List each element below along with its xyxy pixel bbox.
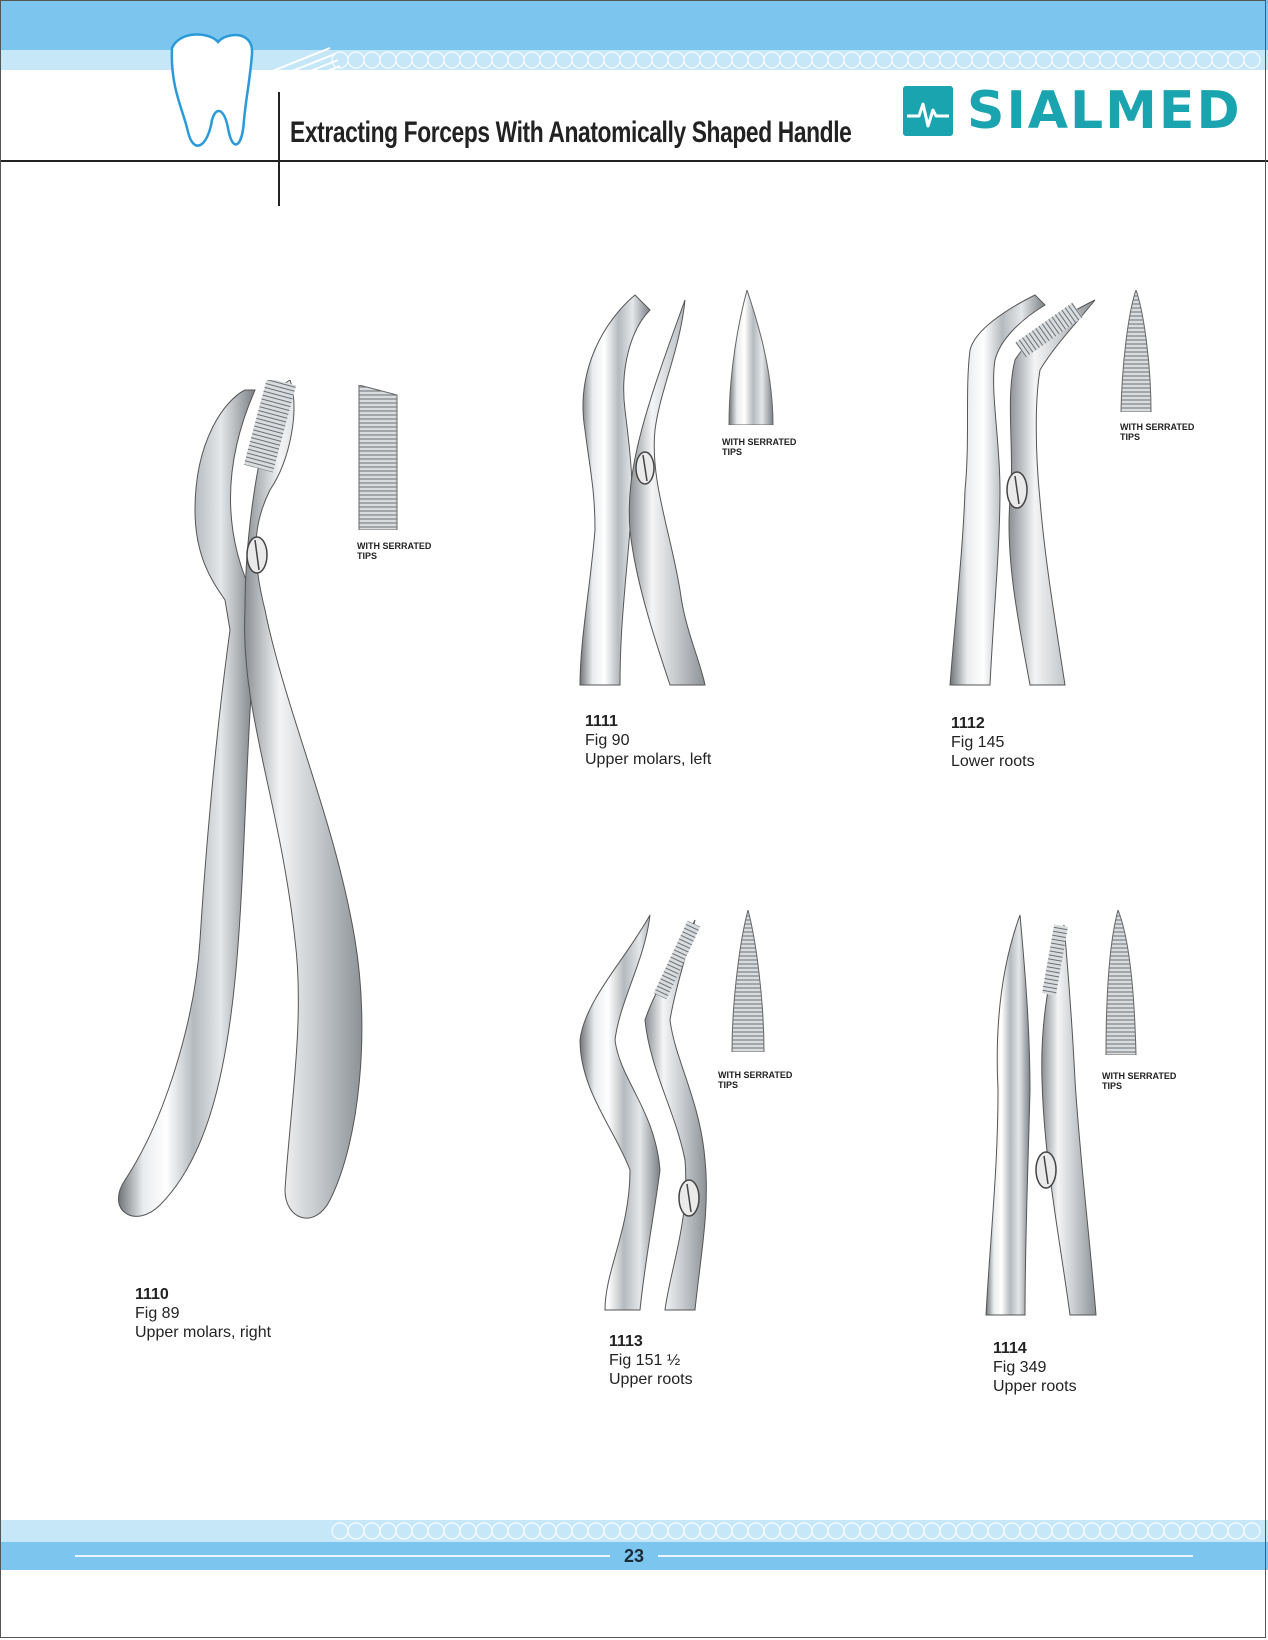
forceps-1113-image	[575, 910, 715, 1312]
serrated-tip-1111-image	[727, 290, 775, 425]
product-use: Upper molars, left	[585, 751, 712, 768]
header-vertical-rule	[278, 92, 280, 206]
product-code: 1111	[585, 713, 618, 730]
serrated-tips-label-1110: WITH SERRATED TIPS	[357, 541, 432, 561]
product-fig: Fig 89	[135, 1305, 180, 1322]
heartbeat-icon	[903, 86, 953, 136]
forceps-1112-image	[945, 290, 1105, 690]
footer-line-left	[75, 1555, 610, 1557]
product-use: Upper molars, right	[135, 1324, 272, 1341]
product-fig: Fig 151 ½	[609, 1352, 681, 1369]
forceps-1114-image	[980, 910, 1100, 1318]
product-use: Upper roots	[993, 1378, 1077, 1395]
brand-name: SIALMED	[967, 81, 1242, 141]
product-use: Lower roots	[951, 753, 1035, 770]
forceps-1111-image	[575, 290, 715, 690]
serrated-tips-label-1114: WITH SERRATED TIPS	[1102, 1071, 1177, 1091]
serrated-tips-label-1111: WITH SERRATED TIPS	[722, 437, 797, 457]
product-caption-1111	[585, 712, 711, 769]
serrated-tip-1112-image	[1119, 290, 1153, 412]
product-code: 1110	[135, 1286, 169, 1303]
product-code: 1113	[609, 1333, 643, 1350]
product-fig: Fig 145	[951, 734, 1005, 751]
serrated-tip-1114-image	[1104, 910, 1140, 1055]
header-rule	[0, 160, 1268, 162]
serrated-tip-1110-image	[357, 385, 399, 530]
product-code: 1114	[993, 1340, 1027, 1357]
product-fig: Fig 90	[585, 732, 630, 749]
product-code: 1112	[951, 715, 985, 732]
product-caption-1114	[993, 1339, 1077, 1396]
page-number: 23	[623, 1546, 645, 1566]
serrated-tips-label-1113: WITH SERRATED TIPS	[718, 1070, 793, 1090]
footer-line-right	[658, 1555, 1193, 1557]
serrated-tip-1113-image	[730, 910, 766, 1052]
product-caption-1113	[609, 1332, 693, 1389]
top-ring-pattern	[330, 50, 1268, 70]
product-caption-1112	[951, 714, 1035, 771]
page-title: Extracting Forceps With Anatomically Shaped Handle	[290, 116, 852, 149]
product-fig: Fig 349	[993, 1359, 1047, 1376]
bottom-ring-pattern	[330, 1520, 1268, 1542]
brand-logo	[903, 81, 1242, 141]
product-caption-1110	[135, 1285, 271, 1342]
serrated-tips-label-1112: WITH SERRATED TIPS	[1120, 422, 1195, 442]
product-use: Upper roots	[609, 1371, 693, 1388]
forceps-1110-image	[105, 380, 385, 1270]
